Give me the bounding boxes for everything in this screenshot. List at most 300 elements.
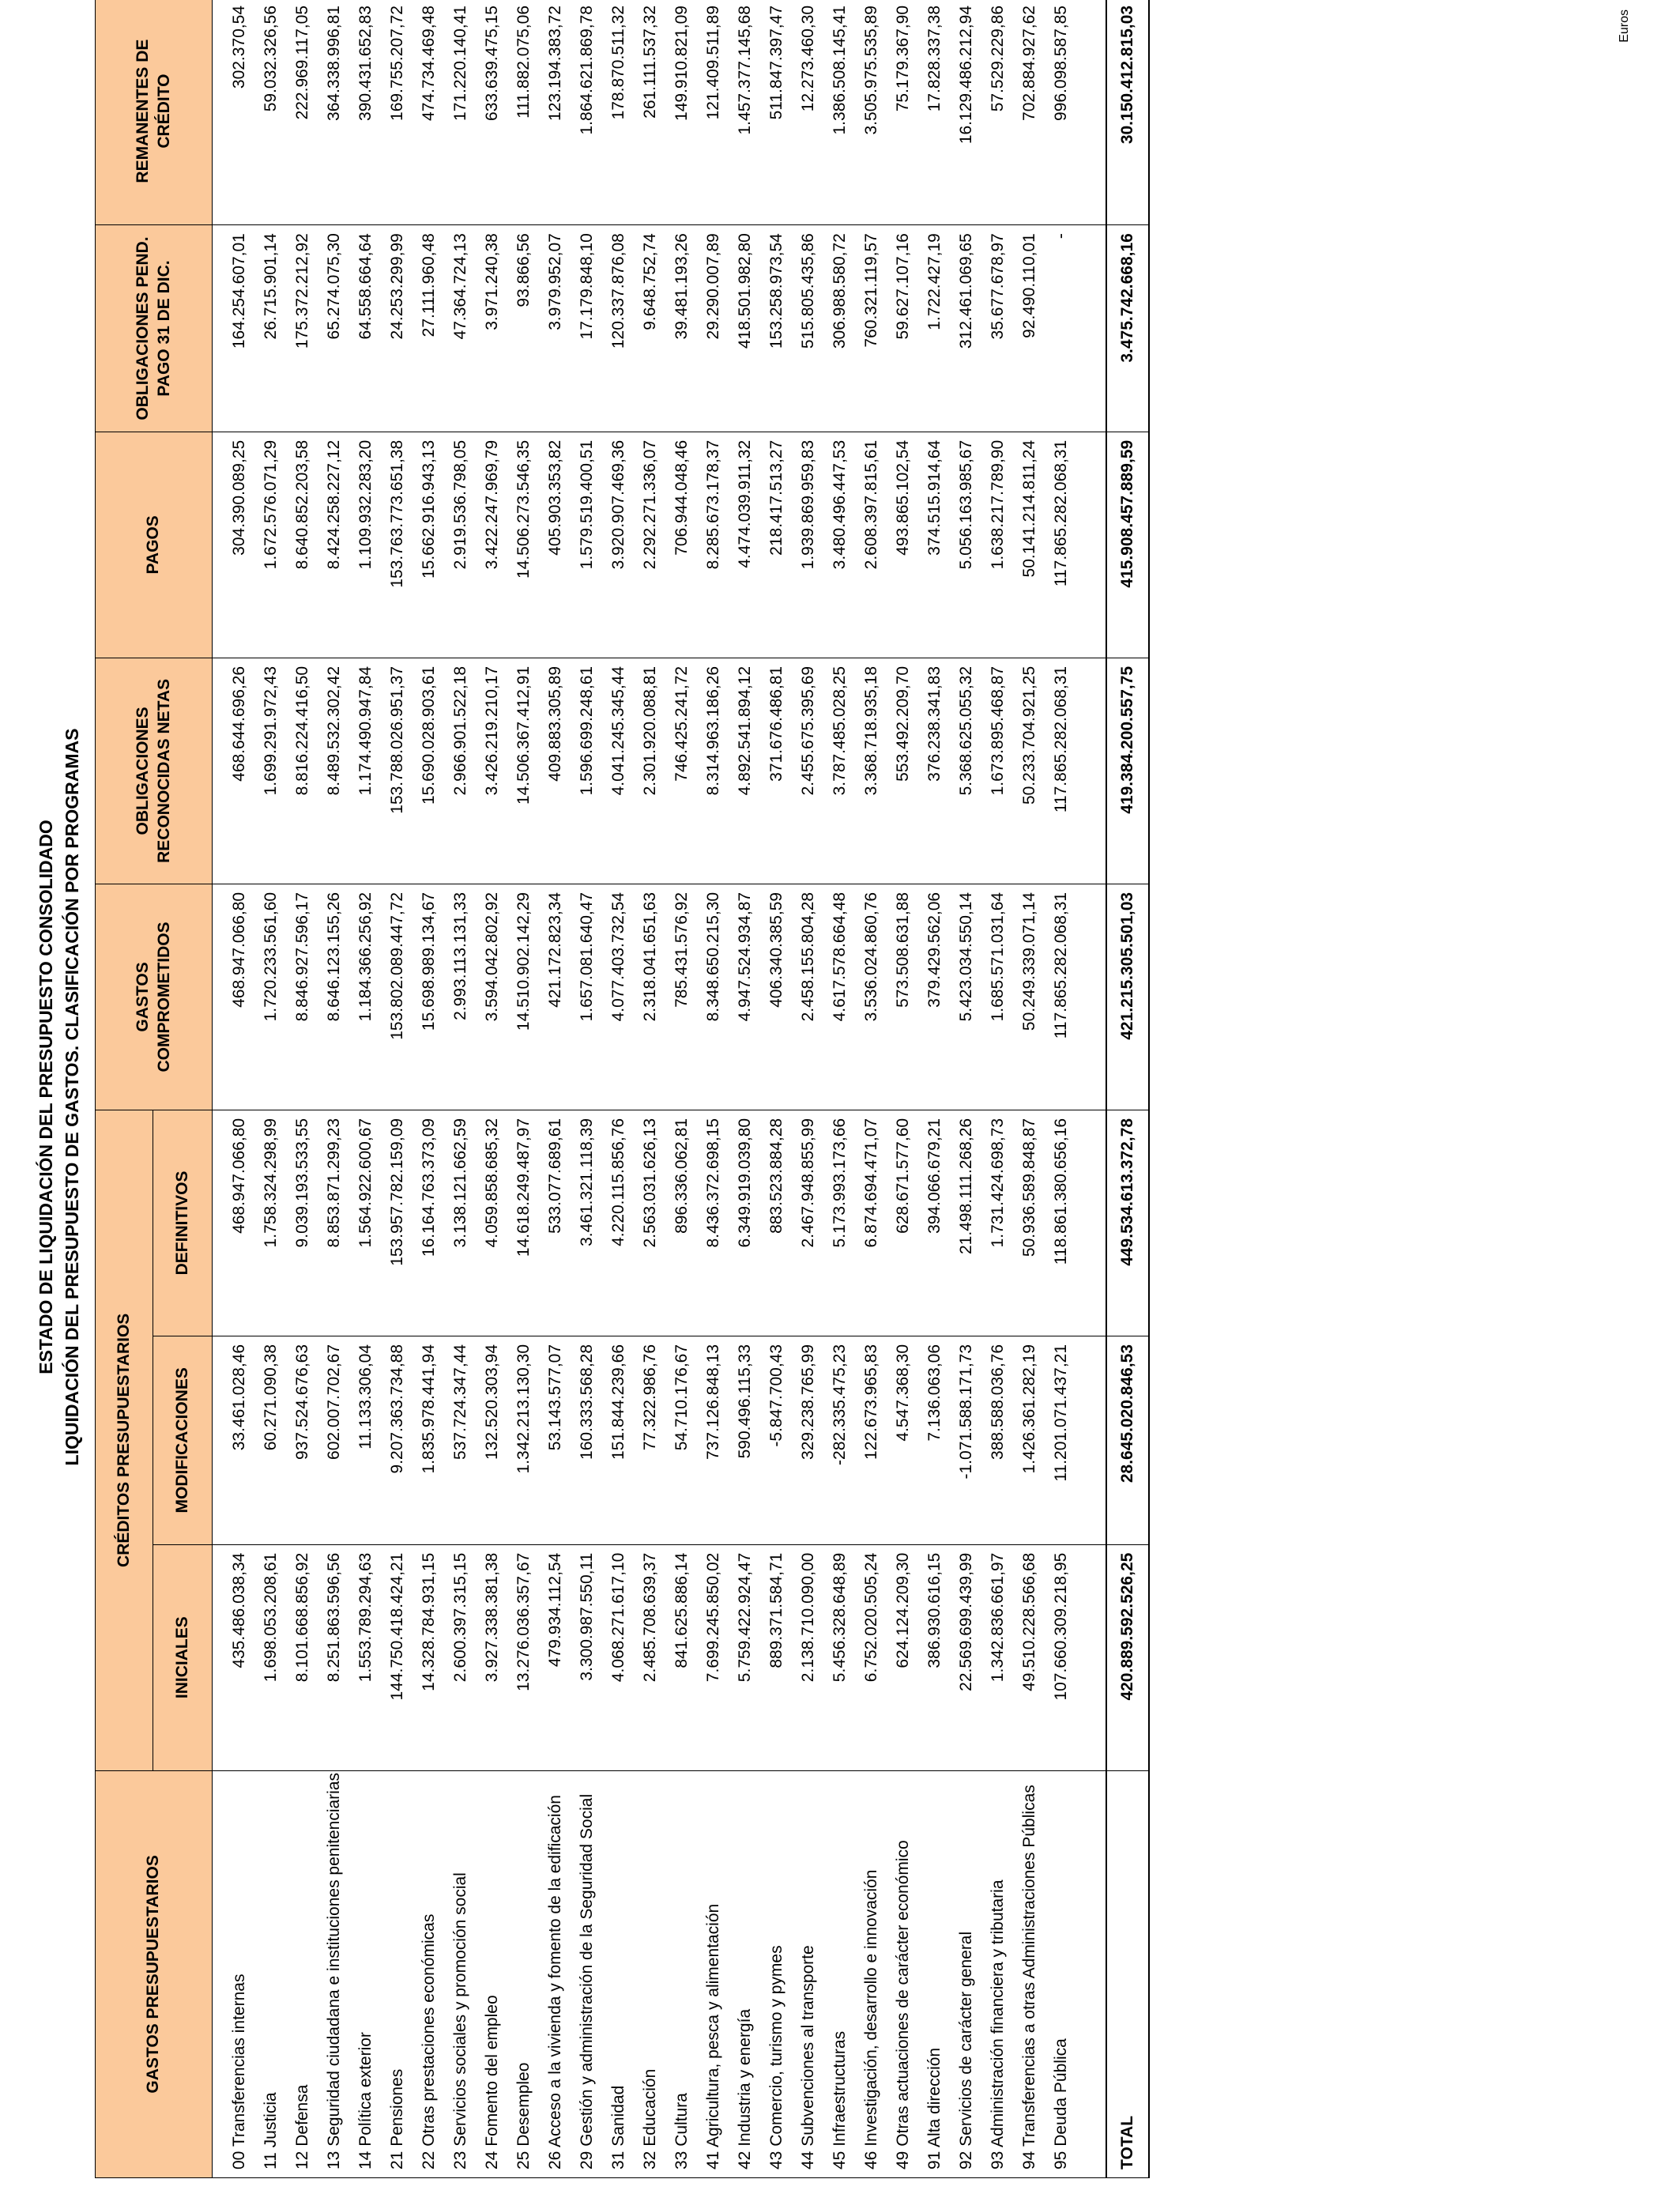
table-cell: 3.536.024.860,76 (856, 884, 887, 1110)
table-cell: 468.644.696,26 (213, 658, 256, 884)
table-cell: 889.371.584,71 (761, 1544, 793, 1770)
row-label: 25 Desempleo (508, 1770, 540, 2177)
table-cell: -5.847.700,43 (761, 1336, 793, 1544)
table-row (919, 0, 951, 2178)
table-cell: 515.805.435,86 (793, 225, 824, 432)
table-cell: 2.301.920.088,81 (635, 658, 666, 884)
table-cell: 1.698.053.208,61 (255, 1544, 287, 1770)
table-cell: 26.715.901,14 (255, 225, 287, 432)
table-cell: 435.486.038,34 (213, 1544, 256, 1770)
row-label: 33 Cultura (666, 1770, 698, 2177)
table-cell: 151.844.239,66 (603, 1336, 635, 1544)
table-cell: 1.672.576.071,29 (255, 432, 287, 658)
table-cell: 1.835.978.441,94 (413, 1336, 445, 1544)
table-cell: 1.731.424.698,73 (982, 1110, 1014, 1336)
table-cell: 2.138.710.090,00 (793, 1544, 824, 1770)
table-cell: 2.919.536.798,05 (445, 432, 477, 658)
table-cell: 449.534.613.372,78 (1106, 1110, 1149, 1336)
table-cell: 59.032.326,56 (255, 0, 287, 225)
table-cell: 418.501.982,80 (729, 225, 761, 432)
table-cell: 222.969.117,05 (287, 0, 318, 225)
table-cell: 3.475.742.668,16 (1106, 225, 1149, 432)
table-cell: 4.892.541.894,12 (729, 658, 761, 884)
table-cell: 13.276.036.357,67 (508, 1544, 540, 1770)
table-cell: 415.908.457.889,59 (1106, 432, 1149, 658)
table-cell: 553.492.209,70 (887, 658, 919, 884)
table-row (508, 0, 540, 2178)
spacer-cell (1077, 884, 1106, 1110)
header-remanentes-line2: CRÉDITO (154, 74, 173, 149)
table-cell: 11.201.071.437,21 (1045, 1336, 1077, 1544)
table-cell: 4.220.115.856,76 (603, 1110, 635, 1336)
table-cell: 50.936.589.848,87 (1014, 1110, 1045, 1336)
table-cell: 8.285.673.178,37 (698, 432, 729, 658)
table-cell: 64.558.664,64 (350, 225, 382, 432)
spacer-row (1077, 0, 1106, 2178)
table-cell: 16.164.763.373,09 (413, 1110, 445, 1336)
table-cell: 75.179.367,90 (887, 0, 919, 225)
table-cell: 118.861.380.656,16 (1045, 1110, 1077, 1336)
table-cell: 5.173.993.173,66 (824, 1110, 856, 1336)
table-row (255, 0, 287, 2178)
table-row (793, 0, 824, 2178)
units-label: Euros (1618, 9, 1631, 43)
table-cell: 6.874.694.471,07 (856, 1110, 887, 1336)
table-cell: 379.429.562,06 (919, 884, 951, 1110)
row-label: 94 Transferencias a otras Administraciones Públicas (1014, 1770, 1045, 2177)
table-cell: 5.456.328.648,89 (824, 1544, 856, 1770)
table-cell: 420.889.592.526,25 (1106, 1544, 1149, 1770)
table-cell: 386.930.616,15 (919, 1544, 951, 1770)
table-cell: 329.238.765,99 (793, 1336, 824, 1544)
table-cell: 409.883.305,89 (540, 658, 571, 884)
spacer-cell (1077, 658, 1106, 884)
table-cell: 21.498.111.268,26 (951, 1110, 982, 1336)
header-comprometidos-line2: COMPROMETIDOS (154, 922, 173, 1072)
table-cell: 1.720.233.561,60 (255, 884, 287, 1110)
report-title: ESTADO DE LIQUIDACIÓN DEL PRESUPUESTO CONSOLIDADO (36, 820, 56, 1374)
table-cell: 706.944.048,46 (666, 432, 698, 658)
table-cell: 5.423.034.550,14 (951, 884, 982, 1110)
table-cell: 29.290.007,89 (698, 225, 729, 432)
header-pendientes-line2: PAGO 31 DE DIC. (154, 260, 173, 397)
table-cell: 57.529.229,86 (982, 0, 1014, 225)
table-cell: 153.957.782.159,09 (382, 1110, 413, 1336)
table-cell: 3.971.240,38 (477, 225, 508, 432)
table-cell: 3.505.975.535,89 (856, 0, 887, 225)
table-cell: 1.184.366.256,92 (350, 884, 382, 1110)
header-iniciales: INICIALES (153, 1544, 213, 1770)
table-cell: 3.461.321.118,39 (571, 1110, 603, 1336)
table-cell: 388.588.036,76 (982, 1336, 1014, 1544)
table-cell: 218.417.513,27 (761, 432, 793, 658)
header-pagos: PAGOS (96, 432, 213, 658)
table-cell: 164.254.607,01 (213, 225, 256, 432)
table-cell: 9.039.193.533,55 (287, 1110, 318, 1336)
table-cell: 602.007.702,67 (318, 1336, 350, 1544)
table-cell: 1.457.377.145,68 (729, 0, 761, 225)
table-cell: 841.625.886,14 (666, 1544, 698, 1770)
row-label: 95 Deuda Pública (1045, 1770, 1077, 2177)
table-cell: 117.865.282.068,31 (1045, 432, 1077, 658)
table-cell: 3.480.496.447,53 (824, 432, 856, 658)
table-cell: 8.348.650.215,30 (698, 884, 729, 1110)
table-cell: 8.846.927.596,17 (287, 884, 318, 1110)
row-label: 13 Seguridad ciudadana e instituciones penitenciarias (318, 1770, 350, 2177)
table-cell: 27.111.960,48 (413, 225, 445, 432)
table-cell: 123.194.383,72 (540, 0, 571, 225)
table-cell: 394.066.679,21 (919, 1110, 951, 1336)
table-cell: 1.174.490.947,84 (350, 658, 382, 884)
table-cell: 153.258.973,54 (761, 225, 793, 432)
table-cell: 117.865.282.068,31 (1045, 658, 1077, 884)
row-label: 11 Justicia (255, 1770, 287, 2177)
table-cell: 50.249.339.071,14 (1014, 884, 1045, 1110)
table-cell: 3.979.952,07 (540, 225, 571, 432)
table-row (350, 0, 382, 2178)
table-cell: 1.596.699.248,61 (571, 658, 603, 884)
row-label: 91 Alta dirección (919, 1770, 951, 2177)
table-cell: 896.336.062,81 (666, 1110, 698, 1336)
table-cell: 468.947.066,80 (213, 1110, 256, 1336)
table-cell: 2.458.155.804,28 (793, 884, 824, 1110)
table-row (951, 0, 982, 2178)
total-row (1106, 0, 1149, 2178)
table-cell: 421.215.305.501,03 (1106, 884, 1149, 1110)
table-cell: 785.431.576,92 (666, 884, 698, 1110)
row-label: 45 Infraestructuras (824, 1770, 856, 2177)
table-cell: 8.853.871.299,23 (318, 1110, 350, 1336)
table-cell: 1.864.621.869,78 (571, 0, 603, 225)
table-cell: 132.520.303,94 (477, 1336, 508, 1544)
table-cell: 92.490.110,01 (1014, 225, 1045, 432)
table-cell: 1.109.932.283,20 (350, 432, 382, 658)
spacer-cell (1077, 1336, 1106, 1544)
spacer-cell (1077, 0, 1106, 225)
table-cell: 5.056.163.985,67 (951, 432, 982, 658)
table-cell: 1.673.895.468,87 (982, 658, 1014, 884)
table-cell: 937.524.676,63 (287, 1336, 318, 1544)
table-cell: 1.553.789.294,63 (350, 1544, 382, 1770)
table-row (729, 0, 761, 2178)
row-label: 29 Gestión y administración de la Seguridad Social (571, 1770, 603, 2177)
table-cell: 2.485.708.639,37 (635, 1544, 666, 1770)
table-cell: 3.787.485.028,25 (824, 658, 856, 884)
table-cell: 7.699.245.850,02 (698, 1544, 729, 1770)
row-label: 14 Política exterior (350, 1770, 382, 2177)
table-cell: 4.547.368,30 (887, 1336, 919, 1544)
table-cell: 12.273.460,30 (793, 0, 824, 225)
table-cell: 2.966.901.522,18 (445, 658, 477, 884)
table-cell: 24.253.299,99 (382, 225, 413, 432)
table-cell: 3.300.987.550,11 (571, 1544, 603, 1770)
table-cell: 2.455.675.395,69 (793, 658, 824, 884)
table-cell: 374.515.914,64 (919, 432, 951, 658)
table-cell: 178.870.511,32 (603, 0, 635, 225)
table-cell: 17.828.337,38 (919, 0, 951, 225)
table-cell: 175.372.212,92 (287, 225, 318, 432)
table-cell: 35.677.678,97 (982, 225, 1014, 432)
table-cell: 2.993.113.131,33 (445, 884, 477, 1110)
table-cell: 1.342.836.661,97 (982, 1544, 1014, 1770)
header-gastos: GASTOS PRESUPUESTARIOS (96, 1770, 213, 2177)
table-cell: 122.673.965,83 (856, 1336, 887, 1544)
header-pendientes (96, 225, 213, 432)
table-cell: 65.274.075,30 (318, 225, 350, 432)
table-row (413, 0, 445, 2178)
table-cell: 573.508.631,88 (887, 884, 919, 1110)
table-body (213, 0, 1150, 2178)
table-cell: 261.111.537,32 (635, 0, 666, 225)
table-cell: 59.627.107,16 (887, 225, 919, 432)
table-cell: 6.349.919.039,80 (729, 1110, 761, 1336)
row-label: 00 Transferencias internas (213, 1770, 256, 2177)
table-cell: - (1045, 225, 1077, 432)
table-row (635, 0, 666, 2178)
table-cell: 3.594.042.802,92 (477, 884, 508, 1110)
header-remanentes (96, 0, 213, 225)
table-cell: 8.101.668.856,92 (287, 1544, 318, 1770)
table-row (698, 0, 729, 2178)
table-cell: 306.988.580,72 (824, 225, 856, 432)
table-cell: 8.424.258.227,12 (318, 432, 350, 658)
header-obligaciones-line2: RECONOCIDAS NETAS (154, 678, 173, 863)
table-cell: 15.698.989.134,67 (413, 884, 445, 1110)
table-cell: 8.436.372.698,15 (698, 1110, 729, 1336)
table-cell: 77.322.986,76 (635, 1336, 666, 1544)
table-cell: 50.141.214.811,24 (1014, 432, 1045, 658)
table-cell: 17.179.848,10 (571, 225, 603, 432)
table-cell: 8.816.224.416,50 (287, 658, 318, 884)
table-cell: 3.422.247.969,79 (477, 432, 508, 658)
row-label: 46 Investigación, desarrollo e innovación (856, 1770, 887, 2177)
table-cell: 121.409.511,89 (698, 0, 729, 225)
table-cell: 2.292.271.336,07 (635, 432, 666, 658)
table-cell: 14.510.902.142,29 (508, 884, 540, 1110)
row-label: TOTAL (1106, 1770, 1149, 2177)
table-cell: 2.563.031.626,13 (635, 1110, 666, 1336)
table-cell: 14.328.784.931,15 (413, 1544, 445, 1770)
table-cell: 737.126.848,13 (698, 1336, 729, 1544)
table-cell: 153.788.026.951,37 (382, 658, 413, 884)
table-cell: 1.342.213.130,30 (508, 1336, 540, 1544)
table-row (1014, 0, 1045, 2178)
table-cell: 1.579.519.400,51 (571, 432, 603, 658)
table-cell: 50.233.704.921,25 (1014, 658, 1045, 884)
table-cell: 107.660.309.218,95 (1045, 1544, 1077, 1770)
table-row (666, 0, 698, 2178)
table-cell: 511.847.397,47 (761, 0, 793, 225)
table-cell: 22.569.699.439,99 (951, 1544, 982, 1770)
report-subtitle: LIQUIDACIÓN DEL PRESUPUESTO DE GASTOS. CLASIFICACIÓN POR PROGRAMAS (62, 728, 82, 1466)
table-cell: 371.676.486,81 (761, 658, 793, 884)
table-cell: 4.474.039.911,32 (729, 432, 761, 658)
row-label: 49 Otras actuaciones de carácter económico (887, 1770, 919, 2177)
row-label: 12 Defensa (287, 1770, 318, 2177)
header-pendientes-line1: OBLIGACIONES PEND. (134, 236, 153, 420)
table-cell: 117.865.282.068,31 (1045, 884, 1077, 1110)
table-row (571, 0, 603, 2178)
row-label: 44 Subvenciones al transporte (793, 1770, 824, 2177)
table-cell: 11.133.306,04 (350, 1336, 382, 1544)
header-comprometidos (96, 884, 213, 1110)
row-label: 93 Administración financiera y tributaria (982, 1770, 1014, 2177)
table-cell: 312.461.069,65 (951, 225, 982, 432)
table-cell: 6.752.020.505,24 (856, 1544, 887, 1770)
table-cell: 760.321.119,57 (856, 225, 887, 432)
table-cell: 2.467.948.855,99 (793, 1110, 824, 1336)
row-label: 24 Fomento del empleo (477, 1770, 508, 2177)
table-cell: 4.077.403.732,54 (603, 884, 635, 1110)
table-cell: 3.138.121.662,59 (445, 1110, 477, 1336)
table-row (824, 0, 856, 2178)
table-cell: -1.071.588.171,73 (951, 1336, 982, 1544)
table-cell: 406.340.385,59 (761, 884, 793, 1110)
table-row (318, 0, 350, 2178)
table-cell: 8.489.532.302,42 (318, 658, 350, 884)
table-row (982, 0, 1014, 2178)
table-cell: 1.564.922.600,67 (350, 1110, 382, 1336)
header-remanentes-line1: REMANENTES DE (134, 39, 153, 183)
spacer-cell (1077, 225, 1106, 432)
table-cell: 1.657.081.640,47 (571, 884, 603, 1110)
budget-table (95, 0, 1150, 2178)
table-cell: 60.271.090,38 (255, 1336, 287, 1544)
table-cell: -282.335.475,23 (824, 1336, 856, 1544)
table-cell: 4.041.245.345,44 (603, 658, 635, 884)
table-cell: 1.722.427,19 (919, 225, 951, 432)
table-cell: 302.370,54 (213, 0, 256, 225)
table-cell: 8.646.123.155,26 (318, 884, 350, 1110)
table-cell: 883.523.884,28 (761, 1110, 793, 1336)
table-cell: 633.639.475,15 (477, 0, 508, 225)
table-cell: 3.920.907.469,36 (603, 432, 635, 658)
table-cell: 468.947.066,80 (213, 884, 256, 1110)
table-cell: 2.600.397.315,15 (445, 1544, 477, 1770)
table-cell: 1.758.324.298,99 (255, 1110, 287, 1336)
table-cell: 1.386.508.145,41 (824, 0, 856, 225)
table-row (540, 0, 571, 2178)
table-cell: 1.939.869.959,83 (793, 432, 824, 658)
table-cell: 376.238.341,83 (919, 658, 951, 884)
row-label: 92 Servicios de carácter general (951, 1770, 982, 2177)
table-cell: 169.755.207,72 (382, 0, 413, 225)
table-cell: 47.364.724,13 (445, 225, 477, 432)
table-cell: 54.710.176,67 (666, 1336, 698, 1544)
table-cell: 14.506.273.546,35 (508, 432, 540, 658)
table-cell: 93.866,56 (508, 225, 540, 432)
table-cell: 702.884.927,62 (1014, 0, 1045, 225)
header-obligaciones-line1: OBLIGACIONES (134, 707, 153, 835)
table-cell: 493.865.102,54 (887, 432, 919, 658)
table-cell: 14.506.367.412,91 (508, 658, 540, 884)
table-cell: 153.802.089.447,72 (382, 884, 413, 1110)
row-label: 31 Sanidad (603, 1770, 635, 2177)
table-cell: 120.337.876,08 (603, 225, 635, 432)
table-cell: 7.136.063,06 (919, 1336, 951, 1544)
header-creditos: CRÉDITOS PRESUPUESTARIOS (96, 1110, 153, 1770)
table-cell: 9.207.363.734,88 (382, 1336, 413, 1544)
table-cell: 30.150.412.815,03 (1106, 0, 1149, 225)
table-row (856, 0, 887, 2178)
table-cell: 5.368.625.055,32 (951, 658, 982, 884)
table-cell: 590.496.115,33 (729, 1336, 761, 1544)
spacer-cell (1077, 432, 1106, 658)
table-cell: 304.390.089,25 (213, 432, 256, 658)
table-cell: 3.426.219.210,17 (477, 658, 508, 884)
table-cell: 153.763.773.651,38 (382, 432, 413, 658)
spacer-cell (1077, 1544, 1106, 1770)
table-cell: 14.618.249.487,97 (508, 1110, 540, 1336)
table-cell: 364.338.996,81 (318, 0, 350, 225)
table-cell: 405.903.353,82 (540, 432, 571, 658)
header-definitivos: DEFINITIVOS (153, 1110, 213, 1336)
table-row (1045, 0, 1077, 2178)
table-cell: 4.059.858.685,32 (477, 1110, 508, 1336)
table-cell: 8.251.863.596,56 (318, 1544, 350, 1770)
header-comprometidos-line1: GASTOS (134, 962, 153, 1032)
table-cell: 419.384.200.557,75 (1106, 658, 1149, 884)
table-cell: 160.333.568,28 (571, 1336, 603, 1544)
table-cell: 15.662.916.943,13 (413, 432, 445, 658)
table-cell: 2.608.397.815,61 (856, 432, 887, 658)
table-cell: 3.368.718.935,18 (856, 658, 887, 884)
table-cell: 1.699.291.972,43 (255, 658, 287, 884)
row-label: 42 Industria y energía (729, 1770, 761, 2177)
table-cell: 8.640.852.203,58 (287, 432, 318, 658)
table-cell: 624.124.209,30 (887, 1544, 919, 1770)
table-cell: 537.724.347,44 (445, 1336, 477, 1544)
table-cell: 33.461.028,46 (213, 1336, 256, 1544)
table-cell: 479.934.112,54 (540, 1544, 571, 1770)
table-cell: 4.947.524.934,87 (729, 884, 761, 1110)
table-cell: 628.671.577,60 (887, 1110, 919, 1336)
table-cell: 16.129.486.212,94 (951, 0, 982, 225)
table-cell: 474.734.469,48 (413, 0, 445, 225)
table-cell: 421.172.823,34 (540, 884, 571, 1110)
table-row (213, 0, 256, 2178)
table-row (603, 0, 635, 2178)
table-cell: 9.648.752,74 (635, 225, 666, 432)
table-cell: 1.638.217.789,90 (982, 432, 1014, 658)
table-cell: 3.927.338.381,38 (477, 1544, 508, 1770)
row-label: 32 Educación (635, 1770, 666, 2177)
row-label: 43 Comercio, turismo y pymes (761, 1770, 793, 2177)
row-label: 41 Agricultura, pesca y alimentación (698, 1770, 729, 2177)
table-cell: 2.318.041.651,63 (635, 884, 666, 1110)
table-row (477, 0, 508, 2178)
table-cell: 8.314.963.186,26 (698, 658, 729, 884)
table-cell: 746.425.241,72 (666, 658, 698, 884)
table-cell: 111.882.075,06 (508, 0, 540, 225)
header-obligaciones (96, 658, 213, 884)
table-cell: 49.510.228.566,68 (1014, 1544, 1045, 1770)
table-cell: 171.220.140,41 (445, 0, 477, 225)
table-cell: 39.481.193,26 (666, 225, 698, 432)
table-cell: 144.750.418.424,21 (382, 1544, 413, 1770)
row-label: 22 Otras prestaciones económicas (413, 1770, 445, 2177)
table-cell: 15.690.028.903,61 (413, 658, 445, 884)
table-cell: 4.617.578.664,48 (824, 884, 856, 1110)
table-cell: 1.685.571.031,64 (982, 884, 1014, 1110)
table-row (382, 0, 413, 2178)
row-label: 26 Acceso a la vivienda y fomento de la edificación (540, 1770, 571, 2177)
table-cell: 996.098.587,85 (1045, 0, 1077, 225)
table-cell: 4.068.271.617,10 (603, 1544, 635, 1770)
table-row (445, 0, 477, 2178)
spacer-cell (1077, 1770, 1106, 2177)
table-row (887, 0, 919, 2178)
